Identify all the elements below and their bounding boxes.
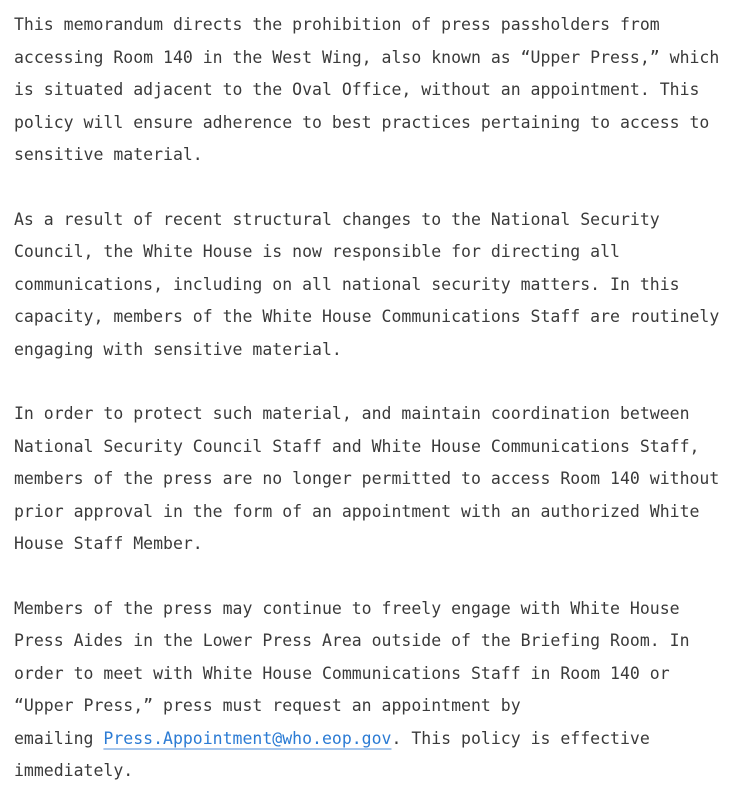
text-line: accessing Room 140 in the West Wing, also known as “Upper Press,” which (14, 47, 720, 67)
text-line: policy will ensure adherence to best practices pertaining to access to (14, 112, 710, 132)
text-line: Members of the press may continue to freely engage with White House (14, 598, 680, 618)
text-line: order to meet with White House Communications Staff in Room 140 or (14, 663, 670, 683)
paragraph-2 (14, 204, 734, 367)
text-line: is situated adjacent to the Oval Office, without an appointment. This (14, 80, 700, 99)
text-line: House Staff Member. (14, 534, 203, 553)
email-line-prefix: emailing (14, 728, 104, 748)
paragraph-3 (14, 398, 734, 561)
text-line: members of the press are no longer permitted to access Room 140 without (14, 469, 720, 488)
text-line: capacity, members of the White House Communications Staff are routinely (14, 307, 720, 326)
text-line: Council, the White House is now responsible for directing all (14, 242, 620, 261)
text-line: immediately. (14, 761, 134, 780)
text-line: “Upper Press,” press must request an appointment by (14, 696, 521, 715)
text-line: This memorandum directs the prohibition of press passholders from (14, 15, 660, 34)
email-text-line (14, 723, 734, 756)
text-line: National Security Council Staff and White House Communications Staff, (14, 436, 700, 456)
text-line: Press Aides in the Lower Press Area outside of the Briefing Room. In (14, 631, 690, 650)
text-line: sensitive material. (14, 145, 203, 164)
text-line: prior approval in the form of an appointment with an authorized White (14, 501, 700, 521)
paragraph-4 (14, 593, 734, 788)
text-line: In order to protect such material, and maintain coordination between (14, 404, 690, 423)
text-line: As a result of recent structural changes to the National Security (14, 209, 660, 229)
text-line: engaging with sensitive material. (14, 339, 342, 359)
email-line-suffix: . This policy is effective (391, 728, 650, 748)
email-link[interactable]: Press.Appointment@who.eop.gov (103, 728, 392, 748)
paragraph-1 (14, 9, 734, 172)
text-line: communications, including on all national security matters. In this (14, 274, 680, 294)
